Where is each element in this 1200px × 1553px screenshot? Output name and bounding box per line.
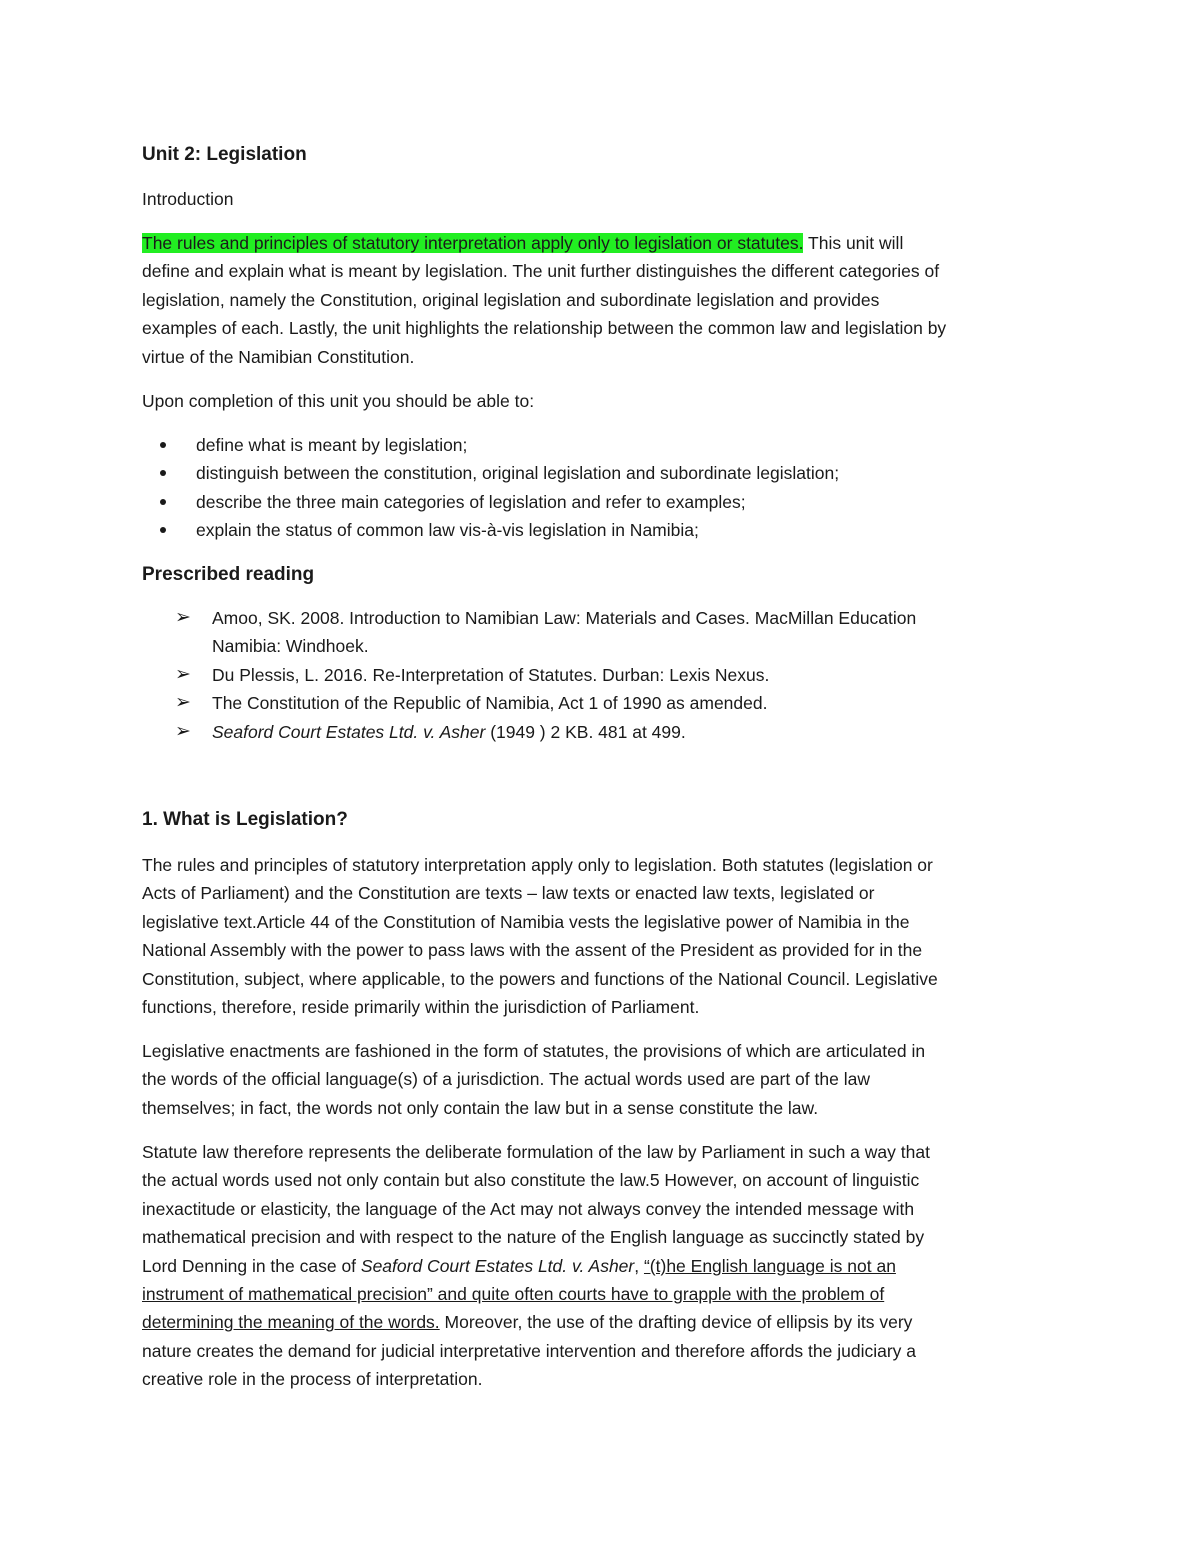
introduction-heading: Introduction [142,189,234,209]
section-1-paragraph-3: Statute law therefore represents the deliberate formulation of the law by Parliament in such a way that the actual words used not only contain but also constitute the law.5 However, on account of linguistic inexactitude or elasticity, the language of the Act may not always convey the intended message with mathematical precision and with respect to the nature of the English language as succinctly stated by Lord Denning in the case of Seaford Court Estates Ltd. v. Asher, “(t)he English language is not an instrument of mathematical precision” and quite often courts have to grapple with the problem of determining the meaning of the words. Moreover, the use of the drafting device of ellipsis by its very nature creates the demand for judicial interpretative intervention and therefore affords the judiciary a creative role in the process of interpretation. [142,1142,930,1390]
intro-line-3: legislation, namely the Constitution, original legislation and subordinate legislation and provides [142,289,880,310]
intro-line-2: define and explain what is meant by legislation. The unit further distinguishes the different categories of [142,261,940,282]
intro-line-1-rest: This unit will [803,233,904,253]
list-item: ➢ Amoo, SK. 2008. Introduction to Namibian Law: Materials and Cases. MacMillan Education Namibia: Windhoek. [142,604,1072,661]
list-item: explain the status of common law vis-à-vis legislation in Namibia; [142,516,1072,544]
section-1-paragraph-1: The rules and principles of statutory interpretation apply only to legislation. Both statutes (legislation or Acts of Parliament) and the Constitution are texts – law texts or enacted law texts, legislated or legislative text.Article 44 of the Constitution of Namibia vests the legislative power of Namibia in the National Assembly with the power to pass laws with the assent of the President as provided for in the Constitution, subject, where applicable, to the powers and functions of the National Council. Legislative functions, therefore, reside primarily within the jurisdiction of Parliament. [142,855,938,1018]
underlined-quote: instrument of mathematical precision” and quite often courts have to grapple with the problem of [142,1284,885,1305]
list-item: ➢ Seaford Court Estates Ltd. v. Asher (1949 ) 2 KB. 481 at 499. [142,718,1072,746]
intro-paragraph [142,229,1072,371]
readings-list [142,604,1072,746]
arrow-bullet-icon: ➢ [175,663,191,685]
highlighted-sentence: The rules and principles of statutory interpretation apply only to legislation or statutes. [142,233,804,253]
outcomes-list [142,431,1072,545]
arrow-bullet-icon: ➢ [175,607,191,628]
underlined-quote: “(t)he English language is not an [643,1255,896,1276]
list-item: distinguish between the constitution, original legislation and subordinate legislation; [142,459,1072,487]
outcomes-intro: Upon completion of this unit you should be able to: [142,391,535,411]
bullet-icon [160,470,166,476]
intro-line-4: examples of each. Lastly, the unit highlights the relationship between the common law and legislation by [142,318,947,339]
prescribed-reading-heading: Prescribed reading [142,564,315,585]
underlined-quote: determining the meaning of the words. [142,1312,440,1333]
arrow-bullet-icon: ➢ [175,692,191,714]
case-name: Seaford Court Estates Ltd. v. Asher [360,1255,635,1276]
section-1-paragraph-2: Legislative enactments are fashioned in the form of statutes, the provisions of which are articulated in the words of the official language(s) of a jurisdiction. The actual words used are part of the law themselves; in fact, the words not only contain the law but in a sense constitute the law. [142,1041,926,1118]
arrow-bullet-icon: ➢ [175,720,191,742]
list-item: ➢ Du Plessis, L. 2016. Re-Interpretation of Statutes. Durban: Lexis Nexus. [142,661,1072,689]
list-item: define what is meant by legislation; [142,431,1072,459]
intro-line-5: virtue of the Namibian Constitution. [142,346,415,367]
bullet-icon [160,527,166,533]
case-name: Seaford Court Estates Ltd. v. Asher [212,721,486,742]
section-1-heading: 1. What is Legislation? [142,809,348,830]
bullet-icon [160,499,166,505]
list-item: ➢ The Constitution of the Republic of Namibia, Act 1 of 1990 as amended. [142,689,1072,717]
unit-title: Unit 2: Legislation [142,144,307,165]
list-item: describe the three main categories of legislation and refer to examples; [142,488,1072,516]
bullet-icon [160,442,166,448]
